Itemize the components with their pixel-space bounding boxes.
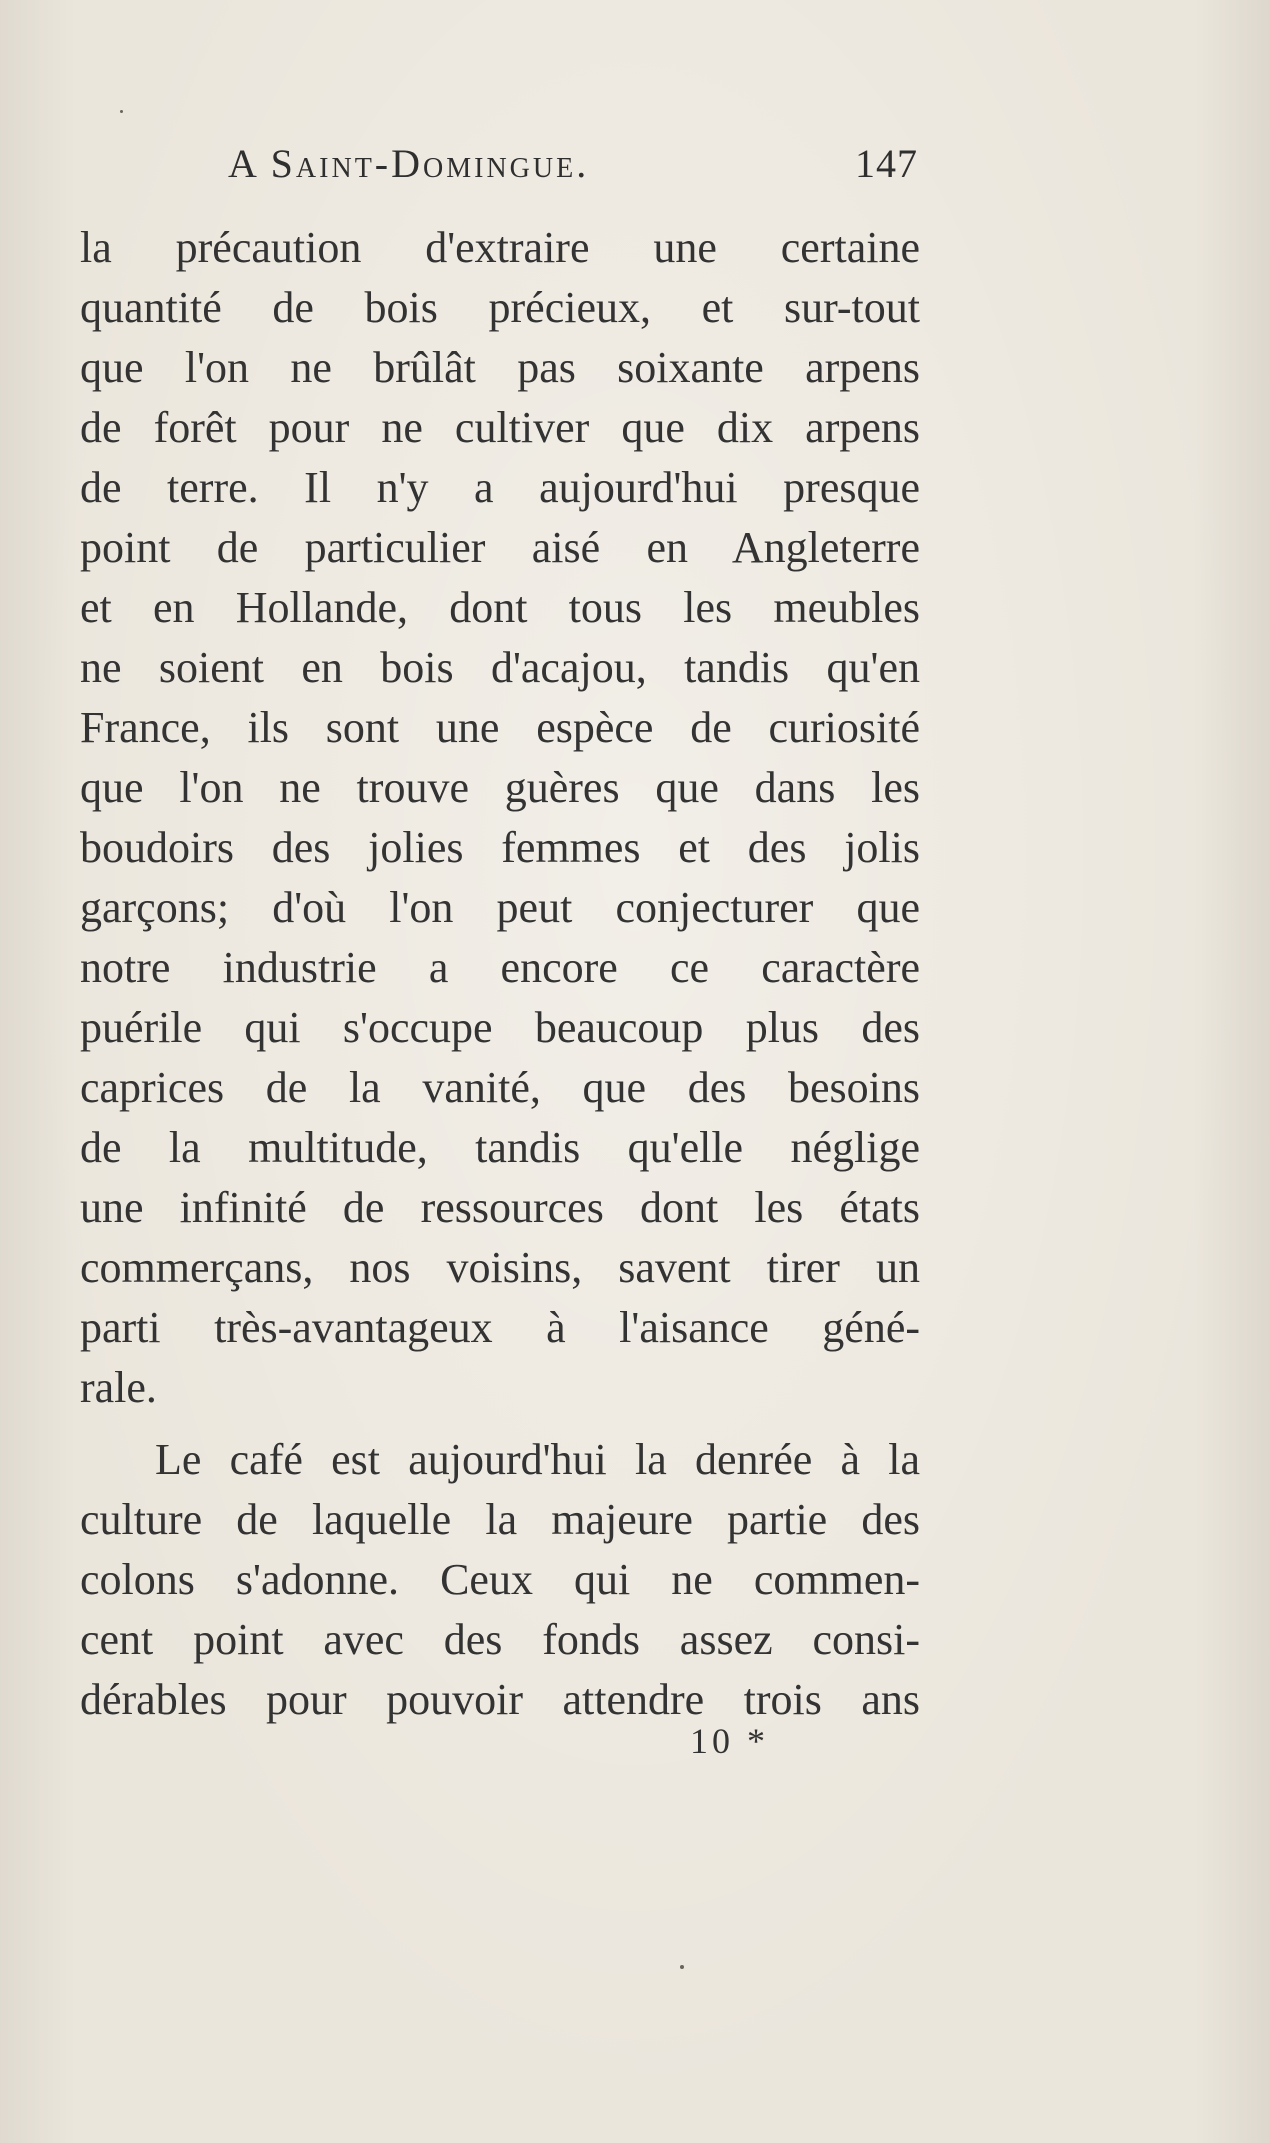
text-line: Le café est aujourd'hui la denrée à la — [155, 1435, 920, 1484]
text-line: France, ils sont une espèce de curiosité — [80, 703, 920, 752]
text-line: parti très-avantageux à l'aisance géné- — [80, 1303, 920, 1352]
text-line: colons s'adonne. Ceux qui ne commen- — [80, 1555, 920, 1604]
signature-mark: 10 * — [690, 1721, 769, 1761]
text-line: point de particulier aisé en Angleterre — [80, 523, 920, 572]
text-line: ne soient en bois d'acajou, tandis qu'en — [80, 643, 920, 692]
running-head — [228, 140, 918, 200]
text-line: notre industrie a encore ce caractère — [80, 943, 920, 992]
text-line: puérile qui s'occupe beaucoup plus des — [80, 1003, 920, 1052]
text-line: dérables pour pouvoir attendre trois ans — [80, 1675, 920, 1724]
text-line: rale. — [80, 1363, 157, 1412]
running-title: A Saint-Domingue. — [228, 141, 590, 186]
text-line: de terre. Il n'y a aujourd'hui presque — [80, 463, 920, 512]
text-line: commerçans, nos voisins, savent tirer un — [80, 1243, 920, 1292]
paper-speck — [120, 110, 123, 113]
text-line: la précaution d'extraire une certaine — [80, 223, 920, 272]
page-number: 147 — [855, 141, 918, 186]
text-line: garçons; d'où l'on peut conjecturer que — [80, 883, 920, 932]
text-line: que l'on ne trouve guères que dans les — [80, 763, 920, 812]
text-line: boudoirs des jolies femmes et des jolis — [80, 823, 920, 872]
paper-speck — [680, 1965, 684, 1969]
text-line: cent point avec des fonds assez consi- — [80, 1615, 920, 1664]
paragraph-gap — [80, 1418, 920, 1430]
text-line: culture de laquelle la majeure partie des — [80, 1495, 920, 1544]
text-line: quantité de bois précieux, et sur-tout — [80, 283, 920, 332]
text-line: et en Hollande, dont tous les meubles — [80, 583, 920, 632]
text-line: de forêt pour ne cultiver que dix arpens — [80, 403, 920, 452]
text-line: une infinité de ressources dont les états — [80, 1183, 920, 1232]
text-line: de la multitude, tandis qu'elle néglige — [80, 1123, 920, 1172]
text-line: caprices de la vanité, que des besoins — [80, 1063, 920, 1112]
text-line: que l'on ne brûlât pas soixante arpens — [80, 343, 920, 392]
body-text — [80, 218, 920, 1730]
